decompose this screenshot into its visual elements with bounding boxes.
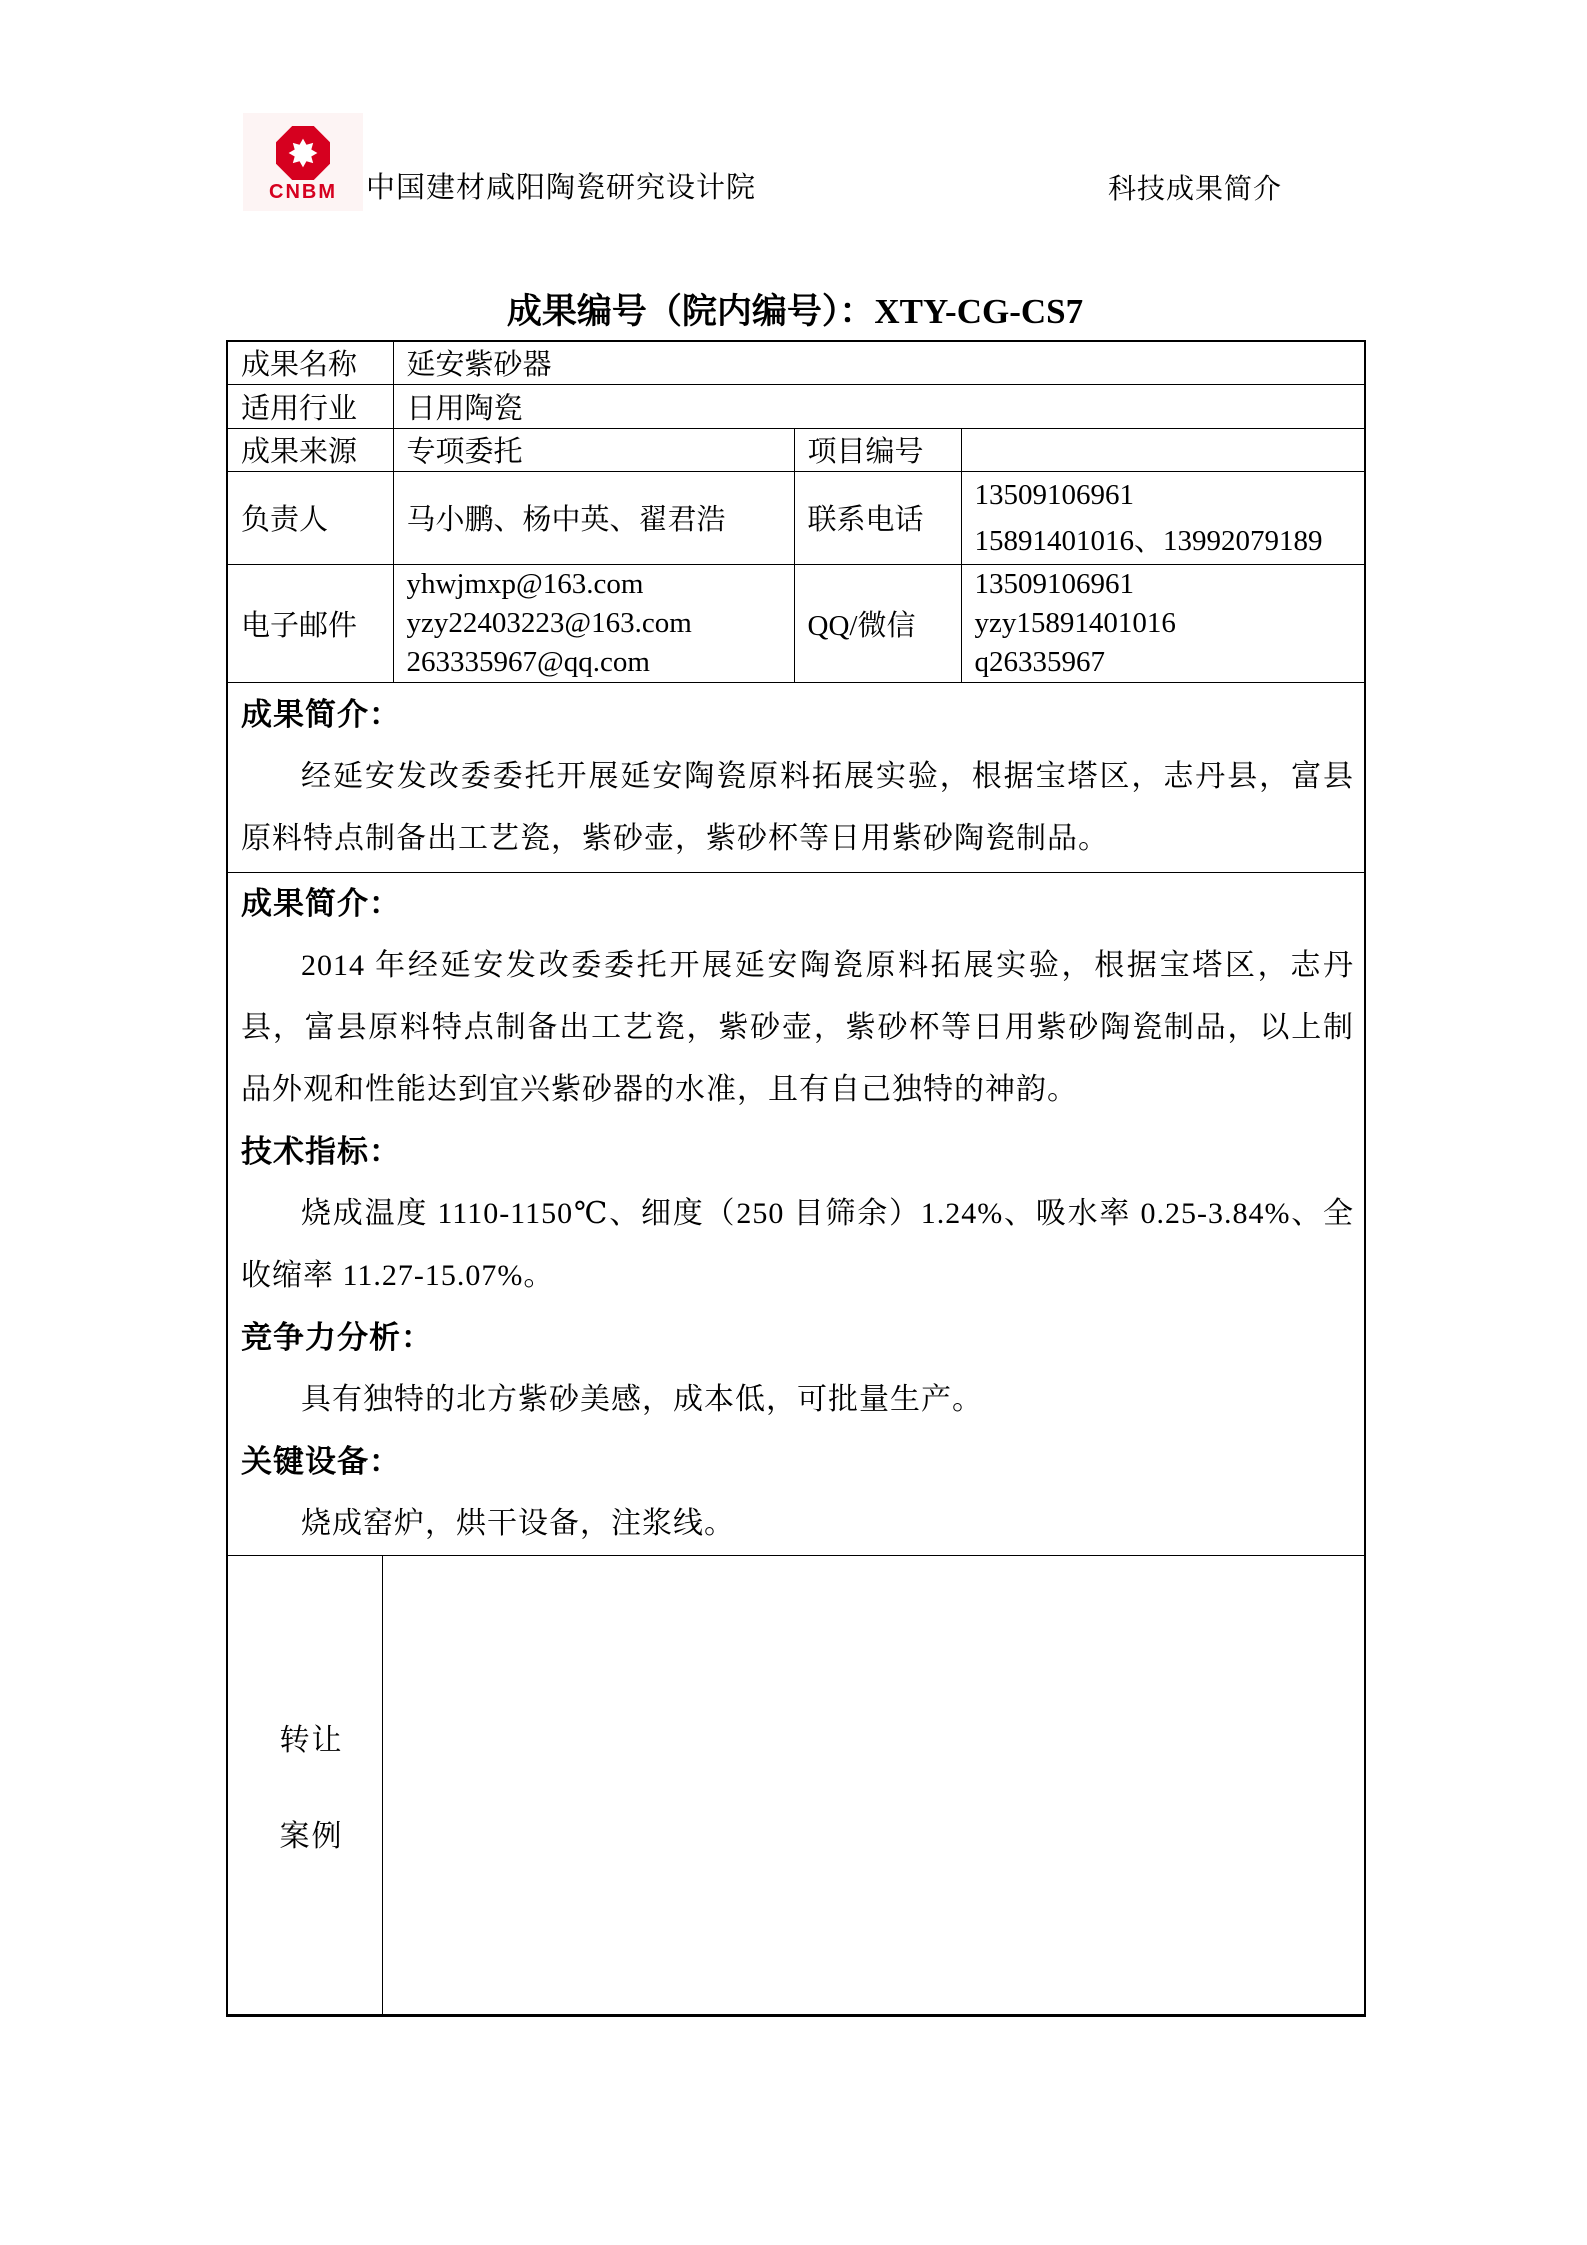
organization-name: 中国建材咸阳陶瓷研究设计院 xyxy=(366,172,757,204)
name-label: 成果名称 xyxy=(227,341,393,384)
email-value xyxy=(393,564,794,682)
section-heading: 成果简介： xyxy=(241,697,401,732)
email-line: yzy22403223@163.com xyxy=(406,606,692,639)
industry-label: 适用行业 xyxy=(227,384,393,428)
section-heading: 技术指标： xyxy=(241,1133,401,1169)
section-heading: 竞争力分析： xyxy=(241,1319,433,1355)
achievement-table xyxy=(226,340,1366,2017)
project-number-label: 项目编号 xyxy=(794,428,961,471)
cnbm-logo xyxy=(243,113,363,211)
section-body: 具有独特的北方紫砂美感，成本低，可批量生产。 xyxy=(301,1382,983,1416)
table-row-name xyxy=(227,341,1365,384)
email-line: yhwjmxp@163.com xyxy=(406,567,644,600)
email-line: 263335967@qq.com xyxy=(406,645,650,678)
cnbm-star-icon xyxy=(288,138,318,168)
transfer-case-label xyxy=(241,1556,383,2014)
qq-wechat-label: QQ/微信 xyxy=(794,564,961,682)
name-value: 延安紫砂器 xyxy=(393,341,1365,384)
leader-value: 马小鹏、杨中英、翟君浩 xyxy=(393,471,794,564)
qq-wechat-value xyxy=(961,564,1365,682)
phone-value xyxy=(961,471,1365,564)
details-cell xyxy=(227,872,1365,1555)
table-row-leader xyxy=(227,471,1365,564)
phone-line: 15891401016、13992079189 xyxy=(974,524,1323,557)
email-label: 电子邮件 xyxy=(227,564,393,682)
table-row-source xyxy=(227,428,1365,471)
section-body: 2014 年经延安发改委委托开展延安陶瓷原料拓展实验，根据宝塔区，志丹县，富县原料特点制备出工艺瓷，紫砂壶，紫砂杯等日用紫砂陶瓷制品，以上制品外观和性能达到宜兴紫砂器的水准，且有自己独特的神韵。 xyxy=(241,948,1355,1106)
source-label: 成果来源 xyxy=(227,428,393,471)
table-row-email xyxy=(227,564,1365,682)
section-heading: 成果简介： xyxy=(241,885,401,921)
project-number-value xyxy=(961,428,1365,471)
table-row-industry xyxy=(227,384,1365,428)
table-row-details xyxy=(227,872,1365,1555)
table-row-summary-1 xyxy=(227,682,1365,872)
section-body: 经延安发改委委托开展延安陶瓷原料拓展实验，根据宝塔区，志丹县，富县原料特点制备出工艺瓷，紫砂壶，紫砂杯等日用紫砂陶瓷制品。 xyxy=(241,760,1355,855)
industry-value: 日用陶瓷 xyxy=(393,384,1365,428)
summary-1-cell xyxy=(227,682,1365,872)
document-type-label: 科技成果简介 xyxy=(1108,173,1283,204)
page-title: 成果编号（院内编号）：XTY-CG-CS7 xyxy=(506,292,1084,331)
leader-label: 负责人 xyxy=(227,471,393,564)
section-body: 烧成温度 1110-1150℃、细度（250 目筛余）1.24%、吸水率 0.25-3.84%、全收缩率 11.27-15.07%。 xyxy=(241,1196,1355,1292)
section-heading: 关键设备： xyxy=(241,1443,401,1479)
qq-line: 13509106961 xyxy=(974,567,1134,600)
source-value: 专项委托 xyxy=(393,428,794,471)
transfer-cell xyxy=(227,1555,1365,2015)
cnbm-octagon-icon xyxy=(276,126,330,180)
transfer-label-line: 转让 xyxy=(279,1723,344,1757)
qq-line: q26335967 xyxy=(974,645,1105,678)
cnbm-logo-text: CNBM xyxy=(269,181,337,203)
table-row-transfer xyxy=(227,1555,1365,2015)
phone-line: 13509106961 xyxy=(974,478,1134,511)
transfer-case-content xyxy=(383,1556,1354,2014)
phone-label: 联系电话 xyxy=(794,471,961,564)
transfer-label-line: 案例 xyxy=(279,1819,344,1853)
section-body: 烧成窑炉，烘干设备，注浆线。 xyxy=(301,1506,735,1540)
qq-line: yzy15891401016 xyxy=(974,606,1176,639)
